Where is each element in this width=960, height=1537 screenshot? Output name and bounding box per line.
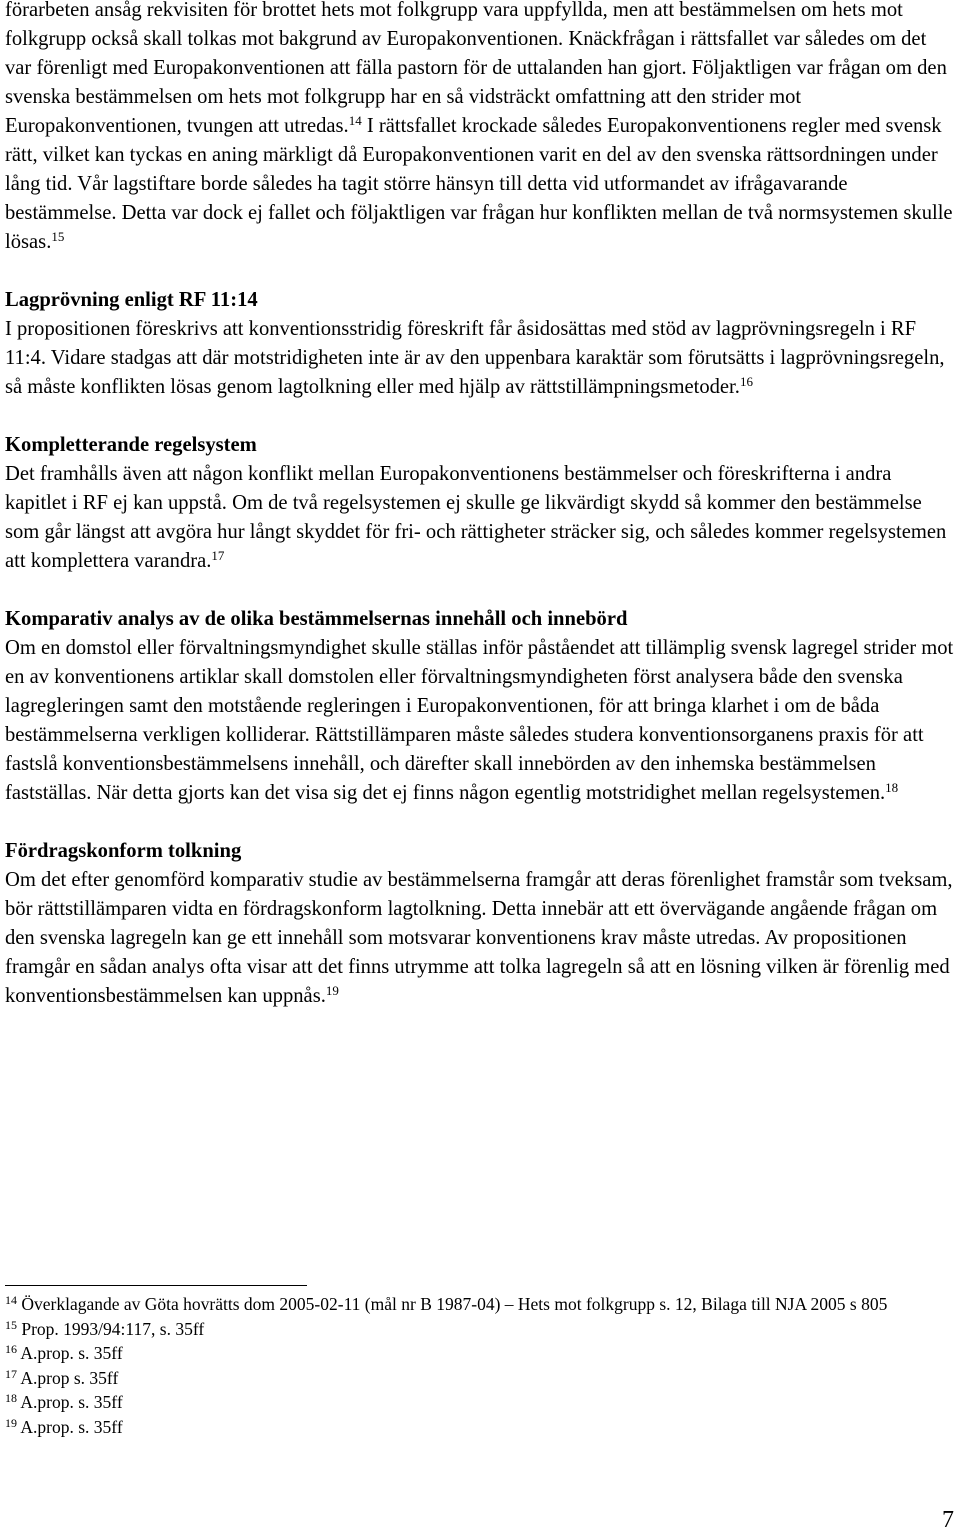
footnote-ref-18[interactable]: 18 xyxy=(885,780,899,795)
paragraph-kompletterande: Det framhålls även att någon konflikt mellan Europakonventionens bestämmelser och föreskrifterna i andra kapitlet i RF ej kan uppstå. Om de två regelsystemen ej skulle ge likvärdigt skydd så kommer den bestämmelse som går längst att avgöra hur långt skyddet för fri- och rättigheter sträcker sig, och således kommer regelsystemen att komplettera varandra.$^{17}$ xyxy=(5,463,947,572)
footnote-ref-14[interactable]: 14 xyxy=(348,113,362,128)
document-body xyxy=(5,0,955,1011)
section-heading-kompletterande: Kompletterande regelsystem xyxy=(5,434,257,456)
footnotes-section xyxy=(5,1285,955,1439)
paragraph-fordragskonform: Om det efter genomförd komparativ studie av bestämmelserna framgår att deras förenlighet framstår som tveksam, bör rättstillämparen vidta en fördragskonform lagtolkning. Detta innebär att ett övervägande angående frågan om den svenska lagregeln kan ge ett innehåll som motsvarar konventionens krav måste utredas. Av propositionen framgår en sådan analys ofta visar att det finns utrymme att tolka lagregeln så att en lösning vilken är förenlig med konventionsbestämmelsen kan uppnås.$^{19}$ xyxy=(5,869,953,1007)
paragraph-intro: förarbeten ansåg rekvisiten för brottet hets mot folkgrupp vara uppfyllda, men att bestämmelsen om hets mot folkgrupp också skall tolkas mot bakgrund av Europakonventionen. Knäckfrågan i rättsfallet var således om det var förenligt med Europakonventionen att fälla pastorn för de uttalanden han gjort. Följaktligen var frågan om den svenska bestämmelsen om hets mot folkgrupp har en så vidsträckt omfattning att den strider mot Europakonventionen, tvungen att utredas.$^{14}$ I rättsfallet krockade således Europakonventionens regler med svensk rätt, vilket kan tyckas en aning märkligt då Europakonventionen varit en del av den svenska rättsordningen under lång tid. Vår lagstiftare borde således ha tagit större hänsyn till detta vid utformandet av ifrågavarande bestämmelse. Detta var dock ej fallet och följaktligen var frågan hur konflikten mellan de två normsystemen skulle lösas.$^{15}$ xyxy=(5,0,953,253)
footnote-ref-15[interactable]: 15 xyxy=(51,229,65,244)
footnote-14: $^{14}$ Överklagande av Göta hovrätts dom 2005-02-11 (mål nr B 1987-04) – Hets mot folkgrupp s. 12, Bilaga till NJA 2005 s 805 xyxy=(5,1293,888,1314)
footnote-16: $^{16}$ A.prop. s. 35ff xyxy=(5,1342,123,1363)
footnote-number: 17 xyxy=(5,1366,17,1381)
footnote-number: 18 xyxy=(5,1391,17,1405)
footnote-number: 19 xyxy=(5,1415,17,1430)
footnote-separator xyxy=(5,1285,307,1286)
paragraph-komparativ: Om en domstol eller förvaltningsmyndighet skulle ställas inför påståendet att tillämplig svensk lagregel strider mot en av konventionens artiklar skall domstolen eller förvaltningsmyndigheten först analysera både den svenska lagregleringen samt den motstående regleringen i Europakonventionen, för att bringa klarhet i om de båda bestämmelserna verkligen kolliderar. Rättstillämparen måste således studera konventionsorganens praxis för att fastslå konventionsbestämmelsens innehåll, och därefter skall innebörden av den inhemska bestämmelsen fastställas. När detta gjorts kan det visa sig det ej finns någon egentlig motstridighet mellan regelsystemen.$^{18}$ xyxy=(5,637,954,804)
footnote-15: $^{15}$ Prop. 1993/94:117, s. 35ff xyxy=(5,1317,205,1339)
footnote-number: 16 xyxy=(5,1342,17,1356)
footnote-ref-17[interactable]: 17 xyxy=(211,548,225,563)
section-heading-komparativ: Komparativ analys av de olika bestämmelsernas innehåll och innebörd xyxy=(5,608,628,630)
section-heading-lagprovning: Lagprövning enligt RF 11:14 xyxy=(5,289,258,311)
footnote-ref-16[interactable]: 16 xyxy=(739,374,753,389)
footnote-17: $^{17}$ A.prop s. 35ff xyxy=(5,1366,119,1388)
footnote-19: $^{19}$ A.prop. s. 35ff xyxy=(5,1415,123,1437)
footnote-18: $^{18}$ A.prop. s. 35ff xyxy=(5,1391,123,1412)
section-heading-fordragskonform: Fördragskonform tolkning xyxy=(5,840,242,862)
footnote-number: 14 xyxy=(5,1293,17,1307)
paragraph-lagprovning: I propositionen föreskrivs att konventionsstridig föreskrift får åsidosättas med stöd av lagprövningsregeln i RF 11:4. Vidare stadgas att där motstridigheten inte är av den uppenbara karaktär som förutsätts i lagprövningsregeln, så måste konflikten lösas genom lagtolkning eller med hjälp av rättstillämpningsmetoder.$^{16}$ xyxy=(5,318,945,398)
page-number: 7 xyxy=(942,1507,954,1533)
footnote-number: 15 xyxy=(5,1317,17,1332)
footnote-ref-19[interactable]: 19 xyxy=(325,983,339,998)
